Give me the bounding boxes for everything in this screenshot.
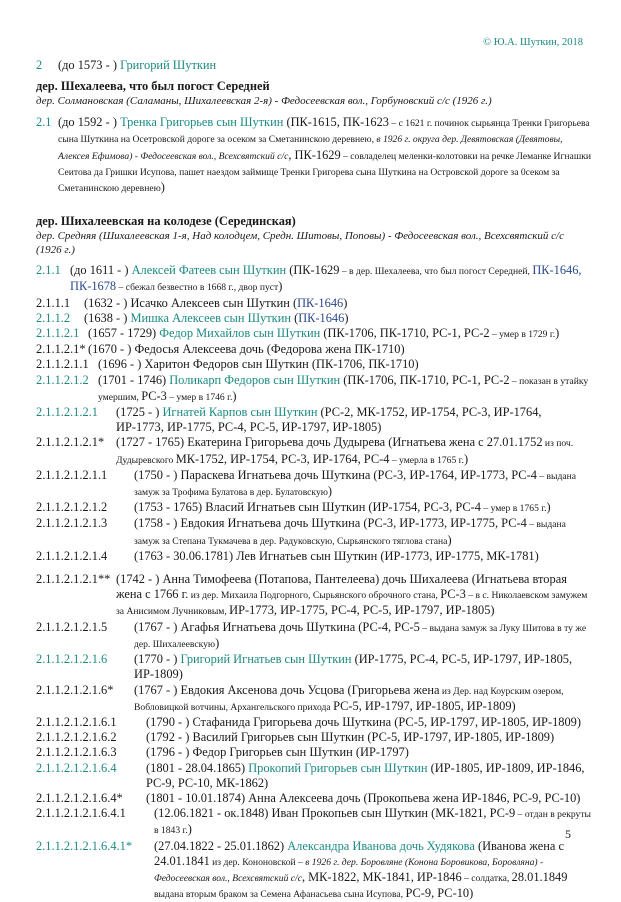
note: – выдана замуж за Степана Тукмачева в дер. Радуковскую, Сырьянского тяглова стана bbox=[134, 519, 566, 547]
entry-text: ) bbox=[278, 279, 283, 294]
entry-list bbox=[36, 263, 591, 902]
entry-dates: (1753 - 1765) bbox=[134, 500, 206, 515]
entry-2 bbox=[36, 58, 591, 73]
entry-number: 2.1.1.2.1.2.1.1 bbox=[36, 467, 108, 482]
note: – в с. Николаевском замужем за Анисимом Лучниковым, bbox=[116, 590, 588, 618]
list-item bbox=[36, 549, 591, 564]
entry-text: Екатерина Григорьева дочь Дудырева (Игнатьева жена с 27.01.1752 bbox=[187, 435, 543, 450]
entry-dates: (1727 - 1765) bbox=[116, 435, 188, 450]
entry-text: Агафья Игнатьева дочь Шуткина (РС-4, РС-5 bbox=[180, 619, 420, 634]
list-item bbox=[36, 761, 591, 791]
note: – выдана замуж за Трофима Булатова в дер. Булатовскую bbox=[134, 470, 576, 499]
entry-dates: (1750 - ) bbox=[134, 467, 181, 482]
entry-dates: (до 1611 - ) bbox=[70, 263, 132, 278]
census-ref: , МК-1822, МК-1841, ИР-1846 bbox=[301, 869, 462, 884]
entry-dates: (1701 - 1746) bbox=[98, 372, 170, 387]
section-title: дер. Шихалеевская на колодезе (Серединская) bbox=[36, 214, 296, 229]
census-ref: МК-1752, ИР-1754, РС-3, ИР-1764, РС-4 bbox=[175, 451, 390, 466]
list-item bbox=[36, 435, 591, 467]
copyright-notice: © Ю.А. Шуткин, 2018 bbox=[483, 37, 583, 48]
entry-number: 2 bbox=[36, 58, 43, 72]
person-name[interactable]: Алексей Фатеев сын Шуткин bbox=[131, 263, 287, 278]
note: – показан в утайку умершим, bbox=[98, 375, 589, 403]
entry-number: 2.1.1.2.1.2.1.3 bbox=[36, 516, 108, 531]
list-item bbox=[36, 839, 591, 902]
note: – умер в 1746 г. bbox=[166, 391, 233, 403]
person-name[interactable]: Григорий Шуткин bbox=[120, 58, 217, 72]
entry-text: (ПК-1629 bbox=[286, 263, 340, 278]
entry-dates: (1796 - ) bbox=[146, 745, 193, 760]
entry-number: 2.1.1.2 bbox=[36, 310, 71, 325]
entry-number: 2.1.1.2.1.2.1.4 bbox=[36, 548, 108, 563]
entry-text: (ИР-1805, ИР-1809, ИР-1846, РС-9, РС-10, МК-1862) bbox=[146, 760, 585, 790]
list-item bbox=[36, 263, 591, 295]
entry-text: Параскева Игнатьева дочь Шуткина (РС-3, ИР-1764, ИР-1773, РС-4 bbox=[180, 467, 537, 482]
entry-text: Евдокия Аксенова дочь Усцова (Григорьева жена bbox=[180, 682, 440, 697]
entry-text: (Иванова жена с 24.01.1841 bbox=[154, 838, 564, 868]
person-name[interactable]: Поликарп Федоров сын Шуткин bbox=[169, 372, 341, 387]
person-name[interactable]: Тренка Григорьев сын Шуткин bbox=[120, 115, 284, 130]
entry-dates: (до 1592 - ) bbox=[58, 115, 121, 130]
list-item bbox=[36, 311, 591, 326]
entry-text: ) bbox=[343, 295, 348, 310]
section-subtitle: дер. Средняя (Шихалеевская 1-я, Над колодцем, Средн. Шитовы, Поповы) - Федосеевская вол., Всехсвятский с/с (1926 г.) bbox=[36, 230, 564, 257]
list-item bbox=[36, 516, 591, 548]
person-name[interactable]: Мишка Алексеев сын Шуткин bbox=[130, 310, 291, 325]
entry-text: ) bbox=[187, 822, 192, 837]
note: выдана вторым браком за Семена Афанасьева сына Исупова, bbox=[154, 889, 406, 901]
entry-dates: (1792 - ) bbox=[146, 730, 193, 745]
list-item bbox=[36, 296, 591, 311]
list-item bbox=[36, 468, 591, 500]
note: – выдана замуж за Луку Шитова в ту же дер. Шихалеевскую bbox=[134, 622, 587, 650]
entry-text: ) bbox=[463, 451, 469, 466]
section-shekhaleeva bbox=[36, 79, 591, 196]
list-item bbox=[36, 405, 591, 435]
entry-number: 2.1.1.2.1.2.1.6.2 bbox=[36, 730, 117, 745]
entry-number: 2.1.1.2.1.2.1.5 bbox=[36, 619, 108, 634]
entry-number: 2.1.1.2.1 bbox=[36, 326, 80, 341]
entry-number: 2.1.1.2.1.2.1.6.1 bbox=[36, 714, 117, 729]
entry-dates: (1696 - ) bbox=[98, 357, 145, 372]
census-ref[interactable]: ПК-1646 bbox=[298, 310, 345, 325]
note: из Дер. над Коурским озером, Вобловицкой вотчины, Архангельского прихода bbox=[134, 685, 564, 713]
entry-text: Федор Григорьев сын Шуткин (ИР-1797) bbox=[192, 745, 409, 760]
census-ref[interactable]: ПК-1646, ПК-1678 bbox=[70, 263, 582, 294]
entry-text: Харитон Федоров сын Шуткин (ПК-1706, ПК-1710) bbox=[144, 357, 419, 372]
person-name[interactable]: Александра Иванова дочь Худякова bbox=[287, 838, 475, 853]
entry-dates: (1767 - ) bbox=[134, 682, 181, 697]
entry-text: (РС-2, МК-1752, ИР-1754, РС-3, ИР-1764, ИР-1773, ИР-1775, РС-4, РС-5, ИР-1797, ИР-1805) bbox=[116, 405, 542, 435]
list-item bbox=[36, 500, 591, 516]
entry-number: 2.1.1.2.1.2 bbox=[36, 372, 89, 387]
entry-text: ) bbox=[555, 326, 560, 341]
entry-text: Евдокия Игнатьева дочь Шуткина (РС-3, ИР-1773, ИР-1775, РС-4 bbox=[180, 516, 527, 531]
entry-number: 2.1.1.2.1.2.1.6.4.1 bbox=[36, 806, 126, 821]
entry-dates: (12.06.1821 - ок.1848) bbox=[154, 806, 272, 821]
census-ref[interactable]: ПК-1646 bbox=[297, 295, 344, 310]
list-item bbox=[36, 745, 591, 760]
entry-text: ) bbox=[232, 388, 237, 403]
section-subtitle: дер. Солмановская (Саламаны, Шихалеевская 2-я) - Федосеевская вол., Горбуновский с/с (1926 г.) bbox=[36, 95, 492, 108]
list-item bbox=[36, 730, 591, 745]
entry-dates: (1790 - ) bbox=[146, 714, 193, 729]
entry-text: Василий Григорьев сын Шуткин (РС-5, ИР-1797, ИР-1805, ИР-1809) bbox=[192, 730, 555, 745]
entry-number: 2.1.1.2.1.1 bbox=[36, 357, 89, 372]
person-name[interactable]: Федор Михайлов сын Шуткин bbox=[159, 326, 321, 341]
entry-text: (ПК-1706, ПК-1710, РС-1, РС-2 bbox=[320, 326, 490, 341]
entry-text: ( bbox=[290, 310, 299, 325]
entry-dates: (1638 - ) bbox=[84, 310, 131, 325]
entry-number: 2.1.1.2.1.2.1.6* bbox=[36, 682, 114, 697]
list-item bbox=[36, 572, 591, 620]
entry-dates: (1632 - ) bbox=[84, 295, 131, 310]
entry-dates: (1801 - 28.04.1865) bbox=[146, 760, 249, 775]
list-item bbox=[36, 806, 591, 838]
entry-dates: (1763 - 30.06.1781) bbox=[134, 548, 237, 563]
entry-number: 2.1.1.2.1.2.1.6.4* bbox=[36, 790, 123, 805]
entry-text: ) bbox=[327, 484, 333, 499]
entry-text: Лев Игнатьев сын Шуткин (ИР-1773, ИР-1775, МК-1781) bbox=[236, 548, 539, 563]
entry-text: (ИР-1775, РС-4, РС-5, ИР-1797, ИР-1805, ИР-1809) bbox=[134, 652, 573, 682]
page-number: 5 bbox=[565, 827, 571, 841]
entry-dates: (1758 - ) bbox=[134, 516, 181, 531]
note-italic: в 1926 г. дер. Боровляне (Конона Боровикова, Боровляна) - Федосеевская вол., Всехсвятский с/с bbox=[154, 856, 544, 884]
entry-text: Исачко Алексеев сын Шуткин ( bbox=[130, 295, 298, 310]
entry-number: 2.1.1.1 bbox=[36, 295, 71, 310]
entry-number: 2.1.1.2.1.2.1.6 bbox=[36, 652, 108, 667]
person-name[interactable]: Григорий Игнатьев сын Шуткин bbox=[180, 652, 352, 667]
list-item bbox=[36, 652, 591, 682]
entry-text: РС-5, ИР-1797, ИР-1805, ИР-1809) bbox=[333, 698, 516, 713]
entry-dates: (1742 - ) bbox=[116, 572, 163, 587]
list-item bbox=[36, 683, 591, 715]
note-italic: в 1926 г. округа дер. Девятовская (Девятовы, Алексея Ефимова) - Федосеевская вол., Всехсвятский с/с bbox=[58, 134, 563, 162]
entry-text: ) bbox=[344, 310, 349, 325]
note: – совладелец меленки-колотовки на речке Леманке Игнашки Сеитова да Гришки Исупова, пашет наездом займище Тренки Григорева сына Шуткина на Островской дороге за 0секом за Сметанинскою деревнею bbox=[58, 150, 591, 195]
entry-number: 2.1.1.2.1.2.1.6.4 bbox=[36, 760, 117, 775]
note: – сбежал безвестно в 1668 г., двор пуст bbox=[116, 282, 279, 294]
entry-text: ИР-1773, ИР-1775, РС-4, РС-5, ИР-1797, ИР-1805) bbox=[229, 603, 495, 618]
note: – солдатка, bbox=[461, 872, 512, 884]
list-item bbox=[36, 342, 591, 357]
census-ref: РС-3 bbox=[440, 587, 466, 602]
note: из дер. Кононовской – bbox=[209, 856, 306, 868]
note: из поч. Дудыревского bbox=[116, 438, 574, 466]
entry-number: 2.1.1 bbox=[36, 263, 61, 278]
entry-text: ) bbox=[546, 500, 551, 515]
list-item bbox=[36, 373, 591, 405]
entry-number: 2.1.1.2.1.2.1** bbox=[36, 572, 111, 587]
list-item bbox=[36, 715, 591, 730]
entry-number: 2.1.1.2.1.2.1 bbox=[36, 405, 98, 420]
entry-number: 2.1.1.2.1.2.1* bbox=[36, 435, 105, 450]
entry-text: 28.01.1849 bbox=[511, 869, 568, 884]
entry-dates: (до 1573 - ) bbox=[58, 58, 121, 72]
entry-text: Анна Тимофеева (Потапова, Пантелеева) дочь Шихалеева (Игнатьева вторая жена с 1766 г. bbox=[116, 572, 567, 602]
note: – умер в 1729 г. bbox=[489, 329, 556, 341]
entry-dates: (1770 - ) bbox=[134, 652, 181, 667]
list-item bbox=[36, 791, 591, 806]
entry-text: Иван Прокопьев сын Шуткин (МК-1821, РС-9 bbox=[271, 806, 516, 821]
person-name[interactable]: Игнатей Карпов сын Шуткин bbox=[162, 405, 318, 420]
list-item bbox=[36, 326, 591, 342]
entry-text: Федосья Алексеева дочь (Федорова жена ПК-1710) bbox=[134, 342, 405, 357]
section-shikhaleevskaya bbox=[36, 214, 591, 902]
section-title: дер. Шехалеева, что был погост Середней bbox=[36, 79, 270, 94]
entry-dates: (1670 - ) bbox=[88, 342, 135, 357]
note: – умерла в 1765 г. bbox=[389, 454, 464, 466]
entry-number: 2.1.1.2.1.2.1.6.3 bbox=[36, 745, 117, 760]
entry-dates: (1725 - ) bbox=[116, 405, 163, 420]
entry-dates: (1801 - 10.01.1874) bbox=[146, 790, 249, 805]
entry-text: Анна Алексеева дочь (Прокопьева жена ИР-1846, РС-9, РС-10) bbox=[248, 790, 581, 805]
person-name[interactable]: Прокопий Григорьев сын Шуткин bbox=[248, 760, 428, 775]
entry-dates: (27.04.1822 - 25.01.1862) bbox=[154, 838, 288, 853]
entry-number: 2.1.1.2.1.2.1.2 bbox=[36, 500, 108, 515]
entry-text: (ПК-1706, ПК-1710, РС-1, РС-2 bbox=[340, 372, 510, 387]
note: – в дер. Шехалеева, что был погост Середней, bbox=[339, 266, 533, 278]
entry-text: ) bbox=[447, 532, 452, 547]
entry-2-1: 2.1 (до 1592 - ) Тренка Григорьев сын Шуткин (ПК-1615, ПК-1623 – с 1621 г. починок сырьянца Тренки Григорьева сына Шуткина на Осетровской дороге за осеком за Сметанинскою деревнею, в 1926 г. округа дер. Девятовская (Девятовы, Алексея Ефимова) - Федосеевская вол., Всехсвятский с/с, ПК-1629 – совладелец меленки-колотовки на речке Леманке Игнашки Сеитова да Гришки Исупова, пашет наездом займище Тренки Григорева сына Шуткина на Островской дороге за 0секом за Сметанинскою деревнею) bbox=[36, 115, 591, 196]
note: – отдан в рекруты в 1843 г. bbox=[154, 809, 591, 837]
note: – с 1621 г. починок сырьянца Тренки Григорьева сына Шуткина на Осетровской дороге за осеком за Сметанинскою деревнею, bbox=[58, 118, 590, 146]
list-item bbox=[36, 620, 591, 652]
entry-text: Власий Игнатьев сын Шуткин (ИР-1754, РС-3, РС-4 bbox=[205, 500, 481, 515]
note: – умер в 1765 г. bbox=[480, 503, 547, 515]
entry-dates: (1657 - 1729) bbox=[88, 326, 160, 341]
genealogy-content bbox=[36, 58, 591, 902]
entry-text: ) bbox=[215, 635, 220, 650]
entry-text: Стафанида Григорьева дочь Шуткина (РС-5, ИР-1797, ИР-1805, ИР-1809) bbox=[192, 714, 581, 729]
list-item bbox=[36, 357, 591, 372]
entry-number: 2.1.1.2.1.2.1.6.4.1* bbox=[36, 838, 133, 853]
census-ref: РС-3 bbox=[141, 388, 167, 403]
entry-number: 2.1.1.2.1* bbox=[36, 342, 86, 357]
entry-number: 2.1 bbox=[36, 115, 52, 130]
entry-dates: (1767 - ) bbox=[134, 619, 181, 634]
entry-text: РС-9, РС-10) bbox=[405, 886, 474, 901]
note: из дер. Михаила Подгорного, Сырьянского оброчного стана, bbox=[188, 590, 441, 602]
